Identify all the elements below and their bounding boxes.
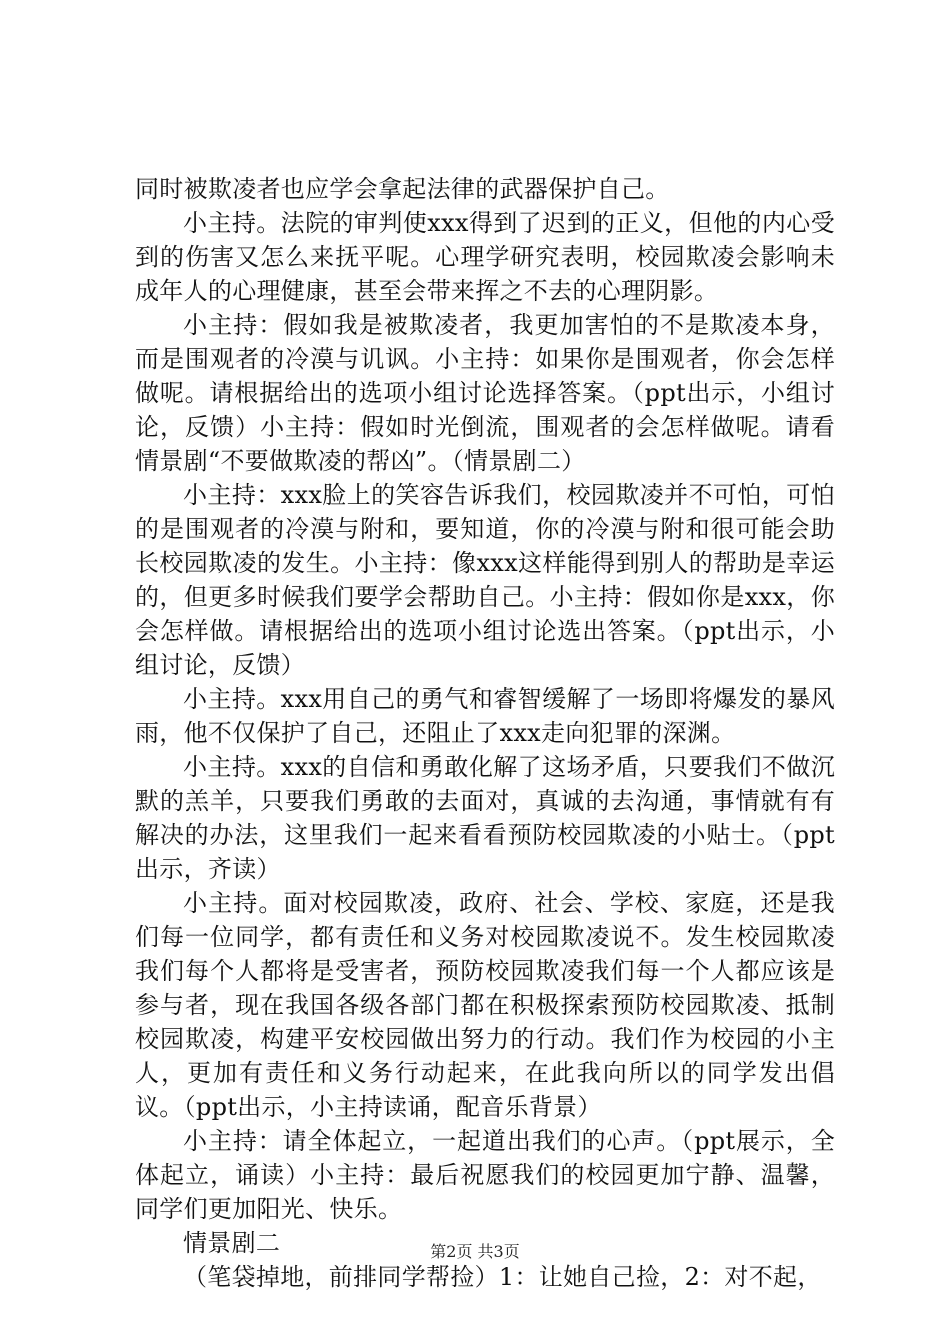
paragraph-7: 小主持。面对校园欺凌，政府、社会、学校、家庭，还是我们每一位同学，都有责任和义务对校园欺凌说不。发生校园欺凌我们每个人都将是受害者，预防校园欺凌我们每一个人都应该是参与者，现在我国各级各部门都在积极探索预防校园欺凌、抵制校园欺凌，构建平安校园做出努力的行动。我们作为校园的小主人，更加有责任和义务行动起来，在此我向所以的同学发出倡议。（ppt出示，小主持读诵，配音乐背景） bbox=[135, 889, 835, 1121]
paragraph-8: 小主持：请全体起立，一起道出我们的心声。（ppt展示，全体起立，诵读）小主持：最后祝愿我们的校园更加宁静、温馨，同学们更加阳光、快乐。 bbox=[135, 1127, 835, 1223]
document-body bbox=[135, 172, 835, 1294]
paragraph-5: 小主持。xxx用自己的勇气和睿智缓解了一场即将爆发的暴风雨，他不仅保护了自己，还阻止了xxx走向犯罪的深渊。 bbox=[135, 685, 835, 747]
paragraph-6: 小主持。xxx的自信和勇敢化解了这场矛盾，只要我们不做沉默的羔羊，只要我们勇敢的去面对，真诚的去沟通，事情就有有解决的办法，这里我们一起来看看预防校园欺凌的小贴士。（ppt出示，齐读） bbox=[135, 753, 835, 883]
page-footer: 第2页 共3页 bbox=[430, 1242, 520, 1261]
paragraph-1: 同时被欺凌者也应学会拿起法律的武器保护自己。 bbox=[135, 175, 670, 203]
paragraph-3: 小主持：假如我是被欺凌者，我更加害怕的不是欺凌本身，而是围观者的冷漠与讥讽。小主持：如果你是围观者，你会怎样做呢。请根据给出的选项小组讨论选择答案。（ppt出示，小组讨论，反馈）小主持：假如时光倒流，围观者的会怎样做呢。请看情景剧“不要做欺凌的帮凶”。（情景剧二） bbox=[135, 311, 835, 475]
paragraph-2: 小主持。法院的审判使xxx得到了迟到的正义，但他的内心受到的伤害又怎么来抚平呢。心理学研究表明，校园欺凌会影响未成年人的心理健康，甚至会带来挥之不去的心理阴影。 bbox=[135, 209, 835, 305]
paragraph-10: （笔袋掉地，前排同学帮捡）1：让她自己捡，2：对不起， bbox=[183, 1263, 822, 1291]
paragraph-4: 小主持：xxx脸上的笑容告诉我们，校园欺凌并不可怕，可怕的是围观者的冷漠与附和，要知道，你的冷漠与附和很可能会助长校园欺凌的发生。小主持：像xxx这样能得到别人的帮助是幸运的，但更多时候我们要学会帮助自己。小主持：假如你是xxx，你会怎样做。请根据给出的选项小组讨论选出答案。（ppt出示，小组讨论，反馈） bbox=[135, 481, 835, 679]
section-heading: 情景剧二 bbox=[183, 1229, 281, 1257]
